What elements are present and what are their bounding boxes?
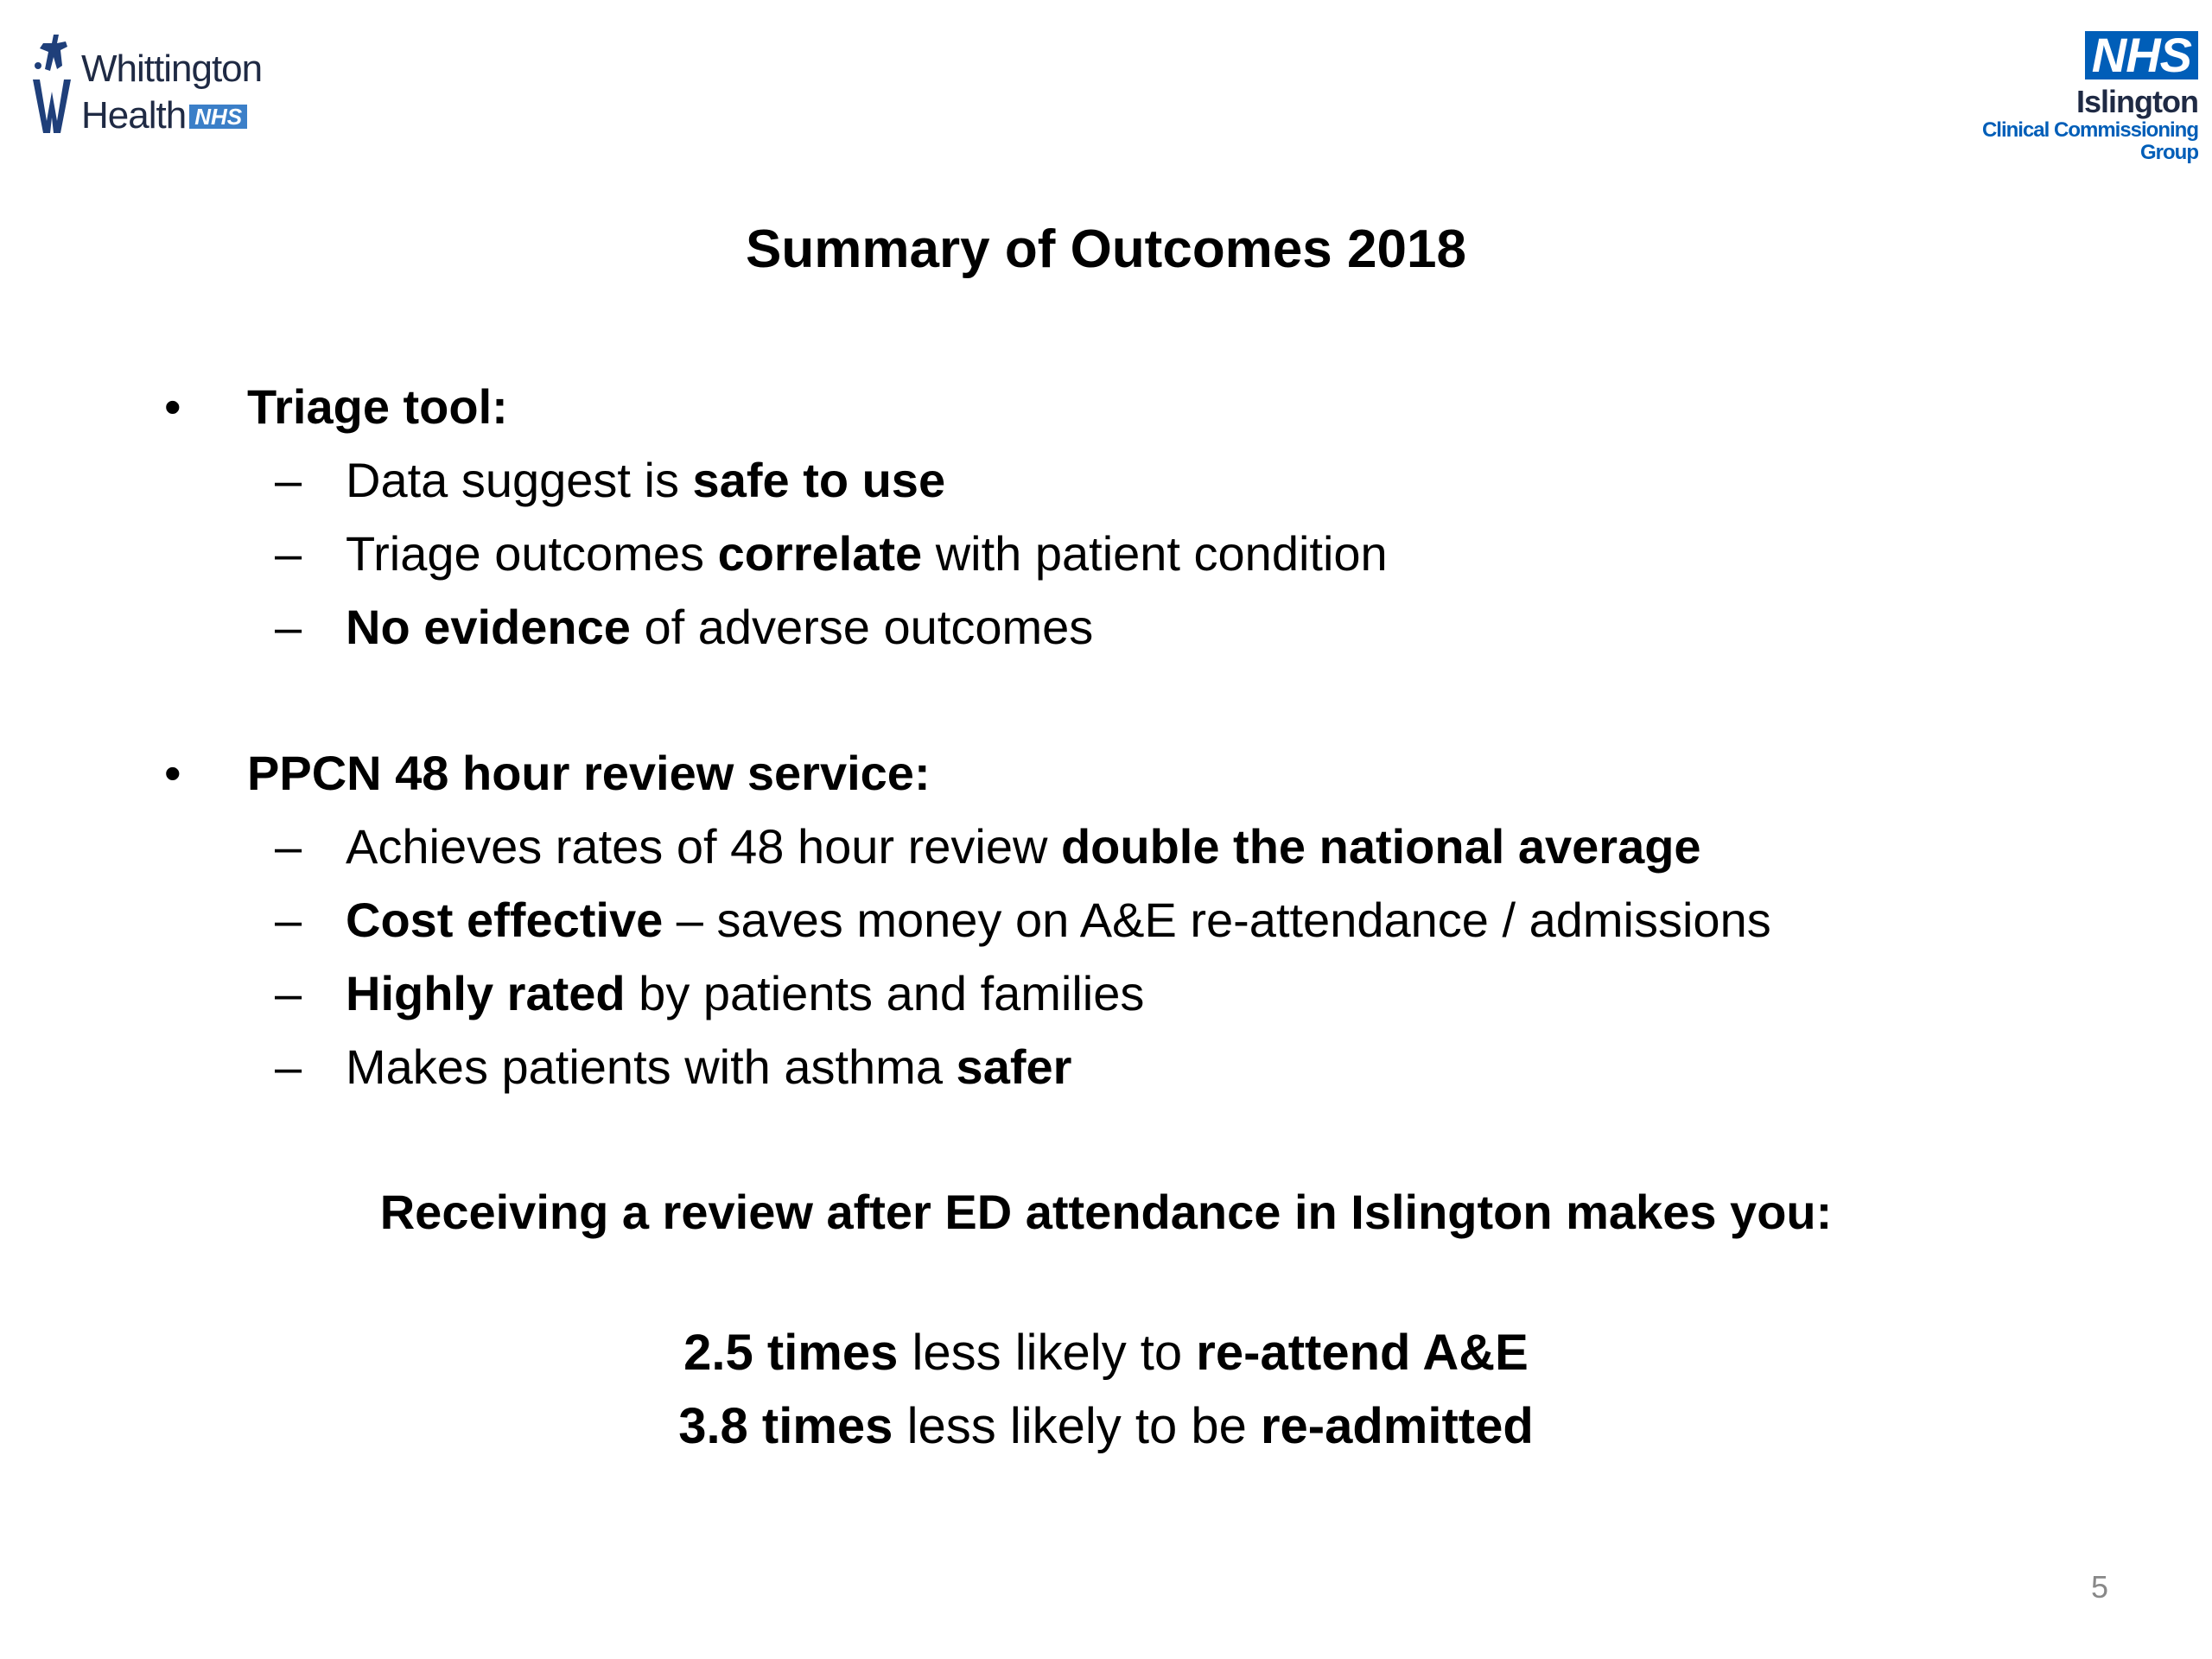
logo-line-2 (81, 94, 247, 137)
list-item (0, 957, 2212, 1030)
text-bold: No evidence (346, 600, 631, 654)
text-bold: safer (956, 1039, 1072, 1094)
text-bold: safe to use (692, 453, 946, 507)
list-item (0, 810, 2212, 883)
list-item-text (346, 590, 1093, 664)
stat-line (0, 1389, 2212, 1463)
text-bold: Highly rated (346, 966, 626, 1020)
list-item-text (346, 517, 1388, 590)
page-number: 5 (2090, 1569, 2108, 1605)
section-ppcn-review (0, 736, 2212, 1103)
ccg-text: Clinical Commissioning Group (1981, 118, 2198, 164)
dash-icon: – (275, 600, 302, 654)
text-part: – saves money on A&E re-attendance / admissions (663, 893, 1771, 947)
dash-icon: – (275, 526, 302, 581)
list-item (0, 1030, 2212, 1103)
stat-outcome: re-admitted (1260, 1398, 1534, 1454)
list-item (0, 590, 2212, 664)
bullet-icon: • (164, 746, 181, 800)
stat-times: 2.5 times (683, 1325, 899, 1381)
text-bold: Cost effective (346, 893, 664, 947)
islington-text: Islington (2076, 84, 2198, 119)
stat-middle: less likely to (898, 1325, 1197, 1381)
bullet-icon: • (164, 379, 181, 434)
list-item-text (346, 1030, 1071, 1103)
text-part: Data suggest is (346, 453, 693, 507)
bullet-heading: Triage tool: (247, 379, 508, 434)
section-triage-tool (0, 370, 2212, 664)
whittington-health-logo (28, 31, 287, 143)
text-bold: correlate (717, 526, 923, 581)
list-item-text (346, 443, 945, 517)
list-item (0, 883, 2212, 957)
bullet-heading-row (0, 370, 2212, 443)
list-item-text (346, 810, 1701, 883)
summary-heading: Receiving a review after ED attendance in Islington makes you: (379, 1185, 1833, 1239)
dash-icon: – (275, 893, 302, 947)
stat-times: 3.8 times (678, 1398, 893, 1454)
islington-ccg-logo (1922, 28, 2198, 164)
stat-middle: less likely to be (893, 1398, 1261, 1454)
list-item (0, 517, 2212, 590)
bullet-heading: PPCN 48 hour review service: (247, 746, 931, 800)
stat-outcome: re-attend A&E (1196, 1325, 1529, 1381)
list-item (0, 443, 2212, 517)
text-bold: double the national average (1060, 819, 1701, 874)
nhs-badge: NHS (189, 105, 247, 129)
stat-line (0, 1316, 2212, 1389)
stats-block (0, 1316, 2212, 1463)
giraffe-emblem-icon (28, 31, 76, 135)
logo-line-1: Whittington (81, 48, 263, 90)
dash-icon: – (275, 819, 302, 874)
text-part: Makes patients with asthma (346, 1039, 957, 1094)
text-part: of adverse outcomes (630, 600, 1094, 654)
bullet-heading-row (0, 736, 2212, 810)
nhs-badge-right: NHS (2085, 31, 2198, 79)
text-part: by patients and families (625, 966, 1145, 1020)
dash-icon: – (275, 966, 302, 1020)
logo-health-text: Health (81, 94, 187, 137)
text-part: with patient condition (922, 526, 1388, 581)
dash-icon: – (275, 1039, 302, 1094)
list-item-text (346, 883, 1771, 957)
text-part: Triage outcomes (346, 526, 718, 581)
text-part: Achieves rates of 48 hour review (346, 819, 1061, 874)
slide-title: Summary of Outcomes 2018 (746, 219, 1466, 279)
dash-icon: – (275, 453, 302, 507)
list-item-text (346, 957, 1144, 1030)
